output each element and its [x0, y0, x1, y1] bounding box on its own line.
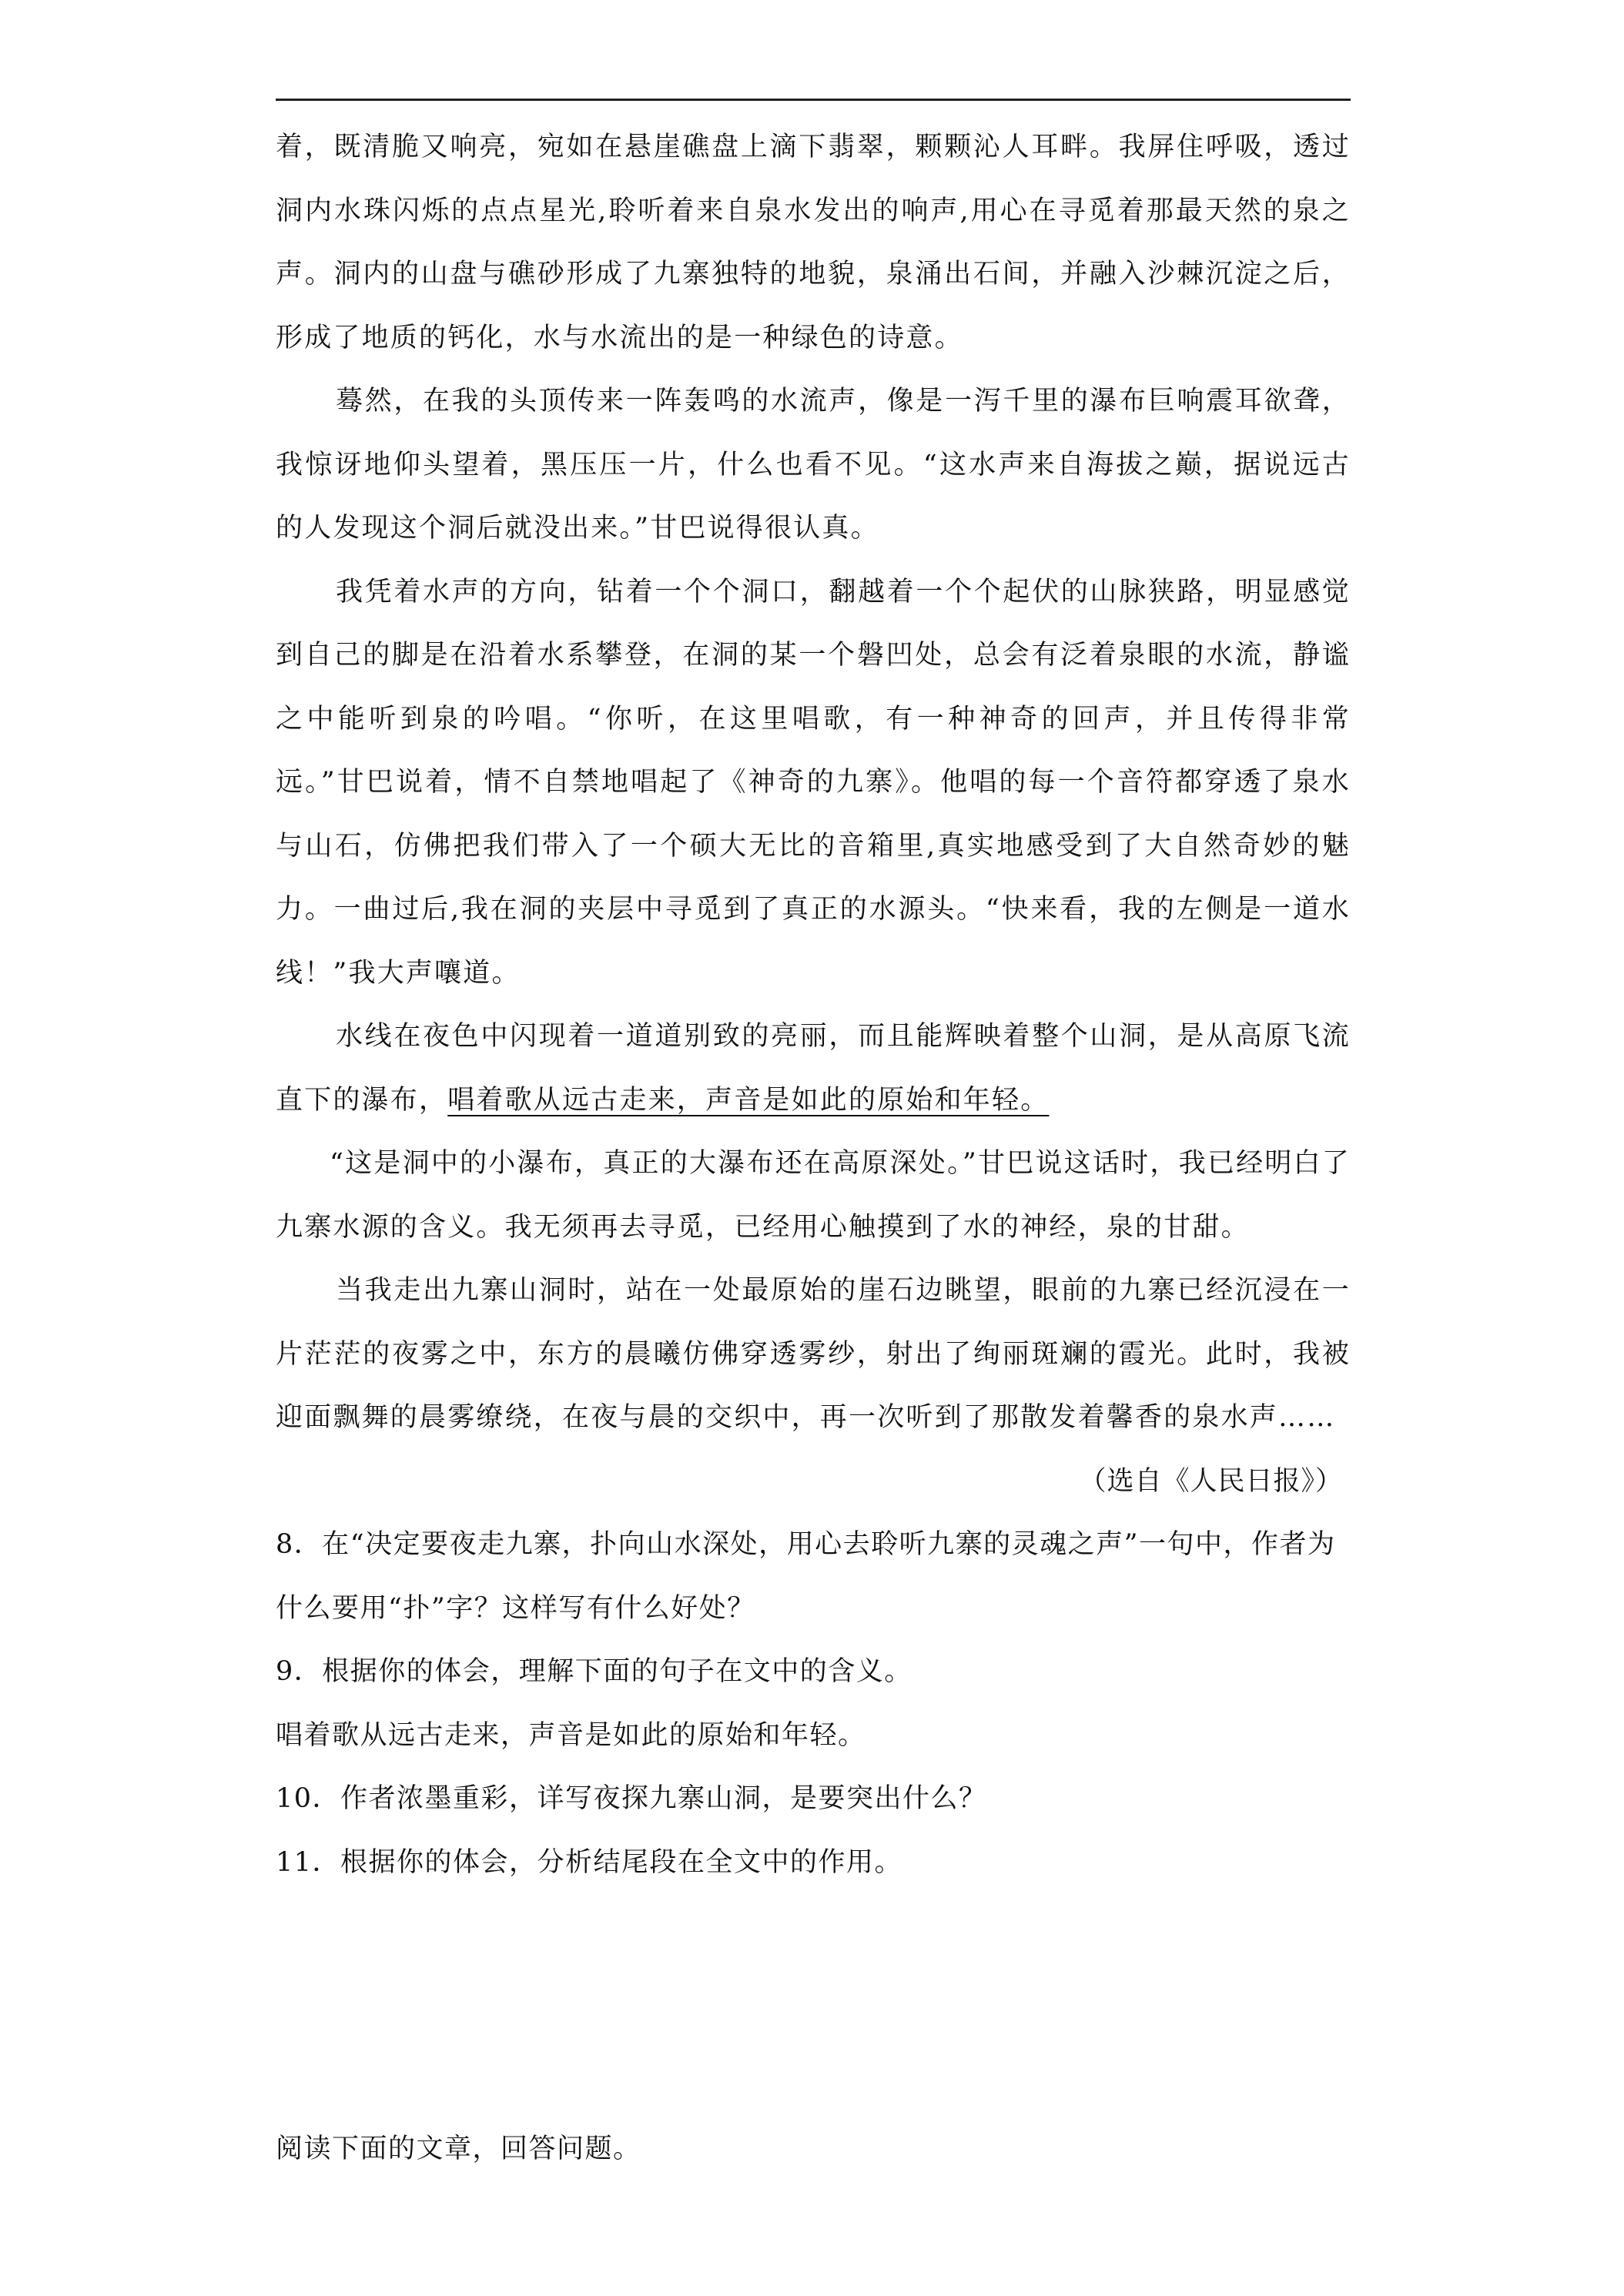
article-paragraph-4 [276, 1005, 1351, 1132]
article-paragraph-5: “这是洞中的小瀑布，真正的大瀑布还在高原深处。”甘巴说这话时，我已经明白了九寨水源的含义。我无须再去寻觅，已经用心触摸到了水的神经，泉的甘甜。 [276, 1148, 1351, 1243]
article-source: （选自《人民日报》） [1079, 1465, 1343, 1497]
question-10: 10．作者浓墨重彩，详写夜探九寨山洞，是要突出什么？ [276, 1783, 987, 1814]
article-paragraph-3: 我凭着水声的方向，钻着一个个洞口，翻越着一个个起伏的山脉狭路，明显感觉到自己的脚是在沿着水系攀登，在洞的某一个磐凹处，总会有泛着泉眼的水流，静谧之中能听到泉的吟唱。“你听，在这里唱歌，有一种神奇的回声，并且传得非常远。”甘巴说着，情不自禁地唱起了《神奇的九寨》。他唱的每一个音符都穿透了泉水与山石，仿佛把我们带入了一个硕大无比的音箱里,真实地感受到了大自然奇妙的魅力。一曲过后,我在洞的夹层中寻觅到了真正的水源头。“快来看，我的左侧是一道水线！”我大声嚷道。 [276, 576, 1351, 989]
question-9-sentence: 唱着歌从远古走来，声音是如此的原始和年轻。 [276, 1719, 866, 1751]
article-paragraph-1: 着，既清脆又响亮，宛如在悬崖礁盘上滴下翡翠，颗颗沁人耳畔。我屏住呼吸，透过洞内水珠闪烁的点点星光,聆听着来自泉水发出的响声,用心在寻觅着那最天然的泉之声。洞内的山盘与礁砂形成了九寨独特的地貌，泉涌出石间，并融入沙棘沉淀之后，形成了地质的钙化，水与水流出的是一种绿色的诗意。 [276, 132, 1351, 353]
next-section-instruction: 阅读下面的文章，回答问题。 [276, 2134, 641, 2164]
question-11: 11．根据你的体会，分析结尾段在全文中的作用。 [276, 1846, 903, 1878]
question-9: 9．根据你的体会，理解下面的句子在文中的含义。 [276, 1656, 912, 1687]
paragraph-4-text: 水线在夜色中闪现着一道道别致的亮丽，而且能辉映着整个山洞，是从高原飞流直下的瀑布， [276, 1021, 1351, 1116]
document-body [276, 115, 1351, 1894]
underlined-sentence: 唱着歌从远古走来，声音是如此的原始和年轻。 [447, 1084, 1050, 1116]
question-8: 8．在“决定要夜走九寨，扑向山水深处，用心去聆听九寨的灵魂之声”一句中，作者为什么要用“扑”字？这样写有什么好处？ [276, 1529, 1336, 1624]
article-paragraph-6: 当我走出九寨山洞时，站在一处最原始的崖石边眺望，眼前的九寨已经沉浸在一片茫茫的夜雾之中，东方的晨曦仿佛穿透雾纱，射出了绚丽斑斓的霞光。此时，我被迎面飘舞的晨雾缭绕，在夜与晨的交织中，再一次听到了那散发着馨香的泉水声…… [276, 1275, 1351, 1433]
header-rule [276, 99, 1351, 101]
article-paragraph-2: 蓦然，在我的头顶传来一阵轰鸣的水流声，像是一泻千里的瀑布巨响震耳欲聋，我惊讶地仰头望着，黑压压一片，什么也看不见。“这水声来自海拔之巅，据说远古的人发现这个洞后就没出来。”甘巴说得很认真。 [276, 386, 1351, 544]
